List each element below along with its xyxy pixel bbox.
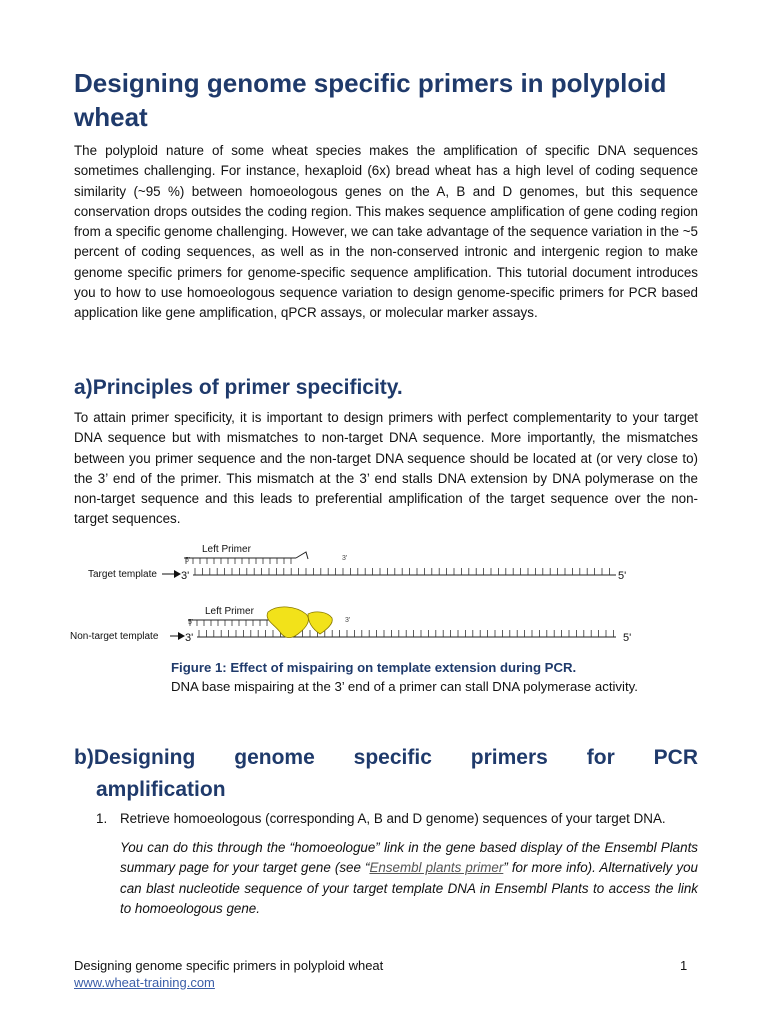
figure-caption-title: Figure 1: Effect of mispairing on template extension during PCR. bbox=[171, 660, 577, 675]
nontarget-template-strand bbox=[197, 630, 616, 637]
stalled-polymerase-small-shape bbox=[308, 612, 332, 634]
ensembl-plants-primer-link[interactable]: Ensembl plants primer bbox=[369, 860, 504, 876]
section-b-label: b) bbox=[74, 746, 94, 769]
footer-title: Designing genome specific primers in polyploid wheat bbox=[74, 958, 384, 973]
section-b-word-3: specific bbox=[353, 746, 432, 769]
footer-website-link[interactable]: www.wheat-training.com bbox=[74, 975, 215, 990]
nontarget-primer-5-label: 5' bbox=[188, 619, 194, 626]
section-a-body: To attain primer specificity, it is important to design primers with perfect complementarity to your target DNA sequence but with mismatches to non-target DNA sequence. More importantly, the mismatches between you primer sequence and the non-target DNA sequence should be located at (or very close to) the 3’ end of the primer. This mismatch at the 3’ end stalls DNA extension by DNA polymerase on the non-target sequence and this leads to preferential amplification of the target sequence over the non-target sequences. bbox=[74, 410, 698, 527]
nontarget-template-3-label: 3' bbox=[185, 632, 194, 644]
section-b-word-1 bbox=[74, 746, 195, 770]
primer-mispairing-figure bbox=[60, 538, 660, 650]
step-1-text: Retrieve homoeologous (corresponding A, B and D genome) sequences of your target DNA. bbox=[120, 811, 666, 826]
target-template-3-label: 3' bbox=[181, 570, 190, 582]
step-1-number: 1. bbox=[96, 811, 108, 826]
target-primer-label: Left Primer bbox=[202, 544, 251, 555]
section-a-title: Principles of primer specificity. bbox=[92, 376, 403, 399]
page-title: Designing genome specific primers in polyploid wheat bbox=[74, 68, 667, 132]
section-b-word-4: primers bbox=[470, 746, 548, 769]
section-b-word-5: for bbox=[586, 746, 615, 769]
page-number: 1 bbox=[680, 958, 688, 973]
section-b-heading-line2: amplification bbox=[96, 778, 226, 801]
step-1-note-part2: ” for more info). Alternatively you can blast nucleotide sequence of your target template DNA in Ensembl Plants to access the link to homoeologous gene. bbox=[120, 860, 698, 916]
section-b-word-2: genome bbox=[234, 746, 315, 769]
section-b-word-designing: Designing bbox=[93, 746, 196, 769]
section-a-heading bbox=[74, 376, 403, 400]
target-template-label: Target template bbox=[88, 569, 157, 580]
step-1-note bbox=[120, 838, 698, 919]
target-arrow-icon bbox=[162, 570, 181, 578]
nontarget-primer-label: Left Primer bbox=[205, 606, 254, 617]
nontarget-arrow-icon bbox=[170, 632, 185, 640]
target-primer-5-label: 5' bbox=[185, 557, 191, 564]
intro-paragraph: The polyploid nature of some wheat species makes the amplification of specific DNA sequences sometimes challenging. For instance, hexaploid (6x) bread wheat has a high level of coding sequence similarity (~95 %) between homoeologous genes on the A, B and D genomes, but this sequence conservation drops outsides the coding region. This makes sequence amplification of gene coding region from a specific genome challenging. However, we can take advantage of the sequence variation in the ~5 percent of coding sequences, as well as in the non-conserved intronic and intergenic region to make genome specific primers for genome-specific sequence amplification. This tutorial document introduces you to how to use homoeologous sequence variation to design genome-specific primers for PCR based application like gene amplification, qPCR assays, or molecular marker assays. bbox=[74, 143, 698, 321]
nontarget-template-label: Non-target template bbox=[70, 631, 159, 642]
step-1-note-part1: You can do this through the “homoeologue” link in the gene based display of the Ensembl Plants summary page for your target gene (see “ bbox=[120, 840, 698, 876]
target-template-5-label: 5' bbox=[618, 570, 627, 582]
section-b-word-6: PCR bbox=[653, 746, 698, 769]
section-b-heading bbox=[74, 746, 698, 770]
figure-caption-body: DNA base mispairing at the 3’ end of a primer can stall DNA polymerase activity. bbox=[171, 679, 638, 694]
nontarget-primer-3-label: 3' bbox=[345, 617, 351, 624]
target-template-strand bbox=[193, 568, 616, 575]
section-a-label: a) bbox=[74, 376, 93, 399]
target-primer-3-label: 3' bbox=[342, 555, 348, 562]
nontarget-template-5-label: 5' bbox=[623, 632, 632, 644]
